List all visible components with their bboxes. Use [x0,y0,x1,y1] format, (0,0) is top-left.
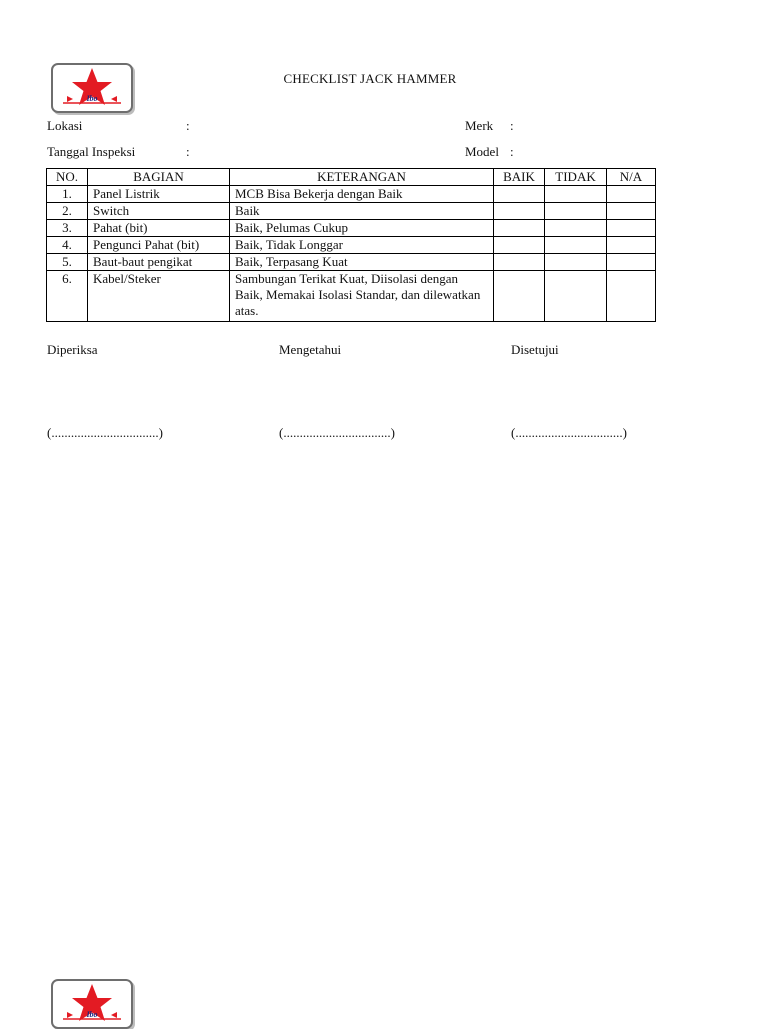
header-tidak: TIDAK [545,169,607,186]
diperiksa-signature-line: (.................................) [47,425,163,440]
lokasi-colon: : [186,118,190,133]
svg-text:Ibo: Ibo [86,1010,98,1019]
row-keterangan: Baik, Pelumas Cukup [230,220,494,237]
company-logo-next-page [51,979,133,1029]
na-checkbox-cell[interactable] [607,271,656,322]
row-no: 1. [47,186,88,203]
row-keterangan: Baik, Terpasang Kuat [230,254,494,271]
na-checkbox-cell[interactable] [607,237,656,254]
checklist-table [46,168,656,322]
tidak-checkbox-cell[interactable] [545,271,607,322]
row-keterangan: MCB Bisa Bekerja dengan Baik [230,186,494,203]
model-label: Model [465,144,499,159]
tanggal-inspeksi-label: Tanggal Inspeksi [47,144,136,159]
tidak-checkbox-cell[interactable] [545,186,607,203]
row-keterangan: Baik [230,203,494,220]
tidak-checkbox-cell[interactable] [545,254,607,271]
document-title: CHECKLIST JACK HAMMER [283,71,457,86]
header-baik: BAIK [494,169,545,186]
baik-checkbox-cell[interactable] [494,271,545,322]
baik-checkbox-cell[interactable] [494,203,545,220]
baik-checkbox-cell[interactable] [494,220,545,237]
row-no: 4. [47,237,88,254]
row-keterangan: Baik, Tidak Longgar [230,237,494,254]
na-checkbox-cell[interactable] [607,203,656,220]
mengetahui-label: Mengetahui [279,342,342,357]
row-bagian: Pengunci Pahat (bit) [88,237,230,254]
row-bagian: Baut-baut pengikat [88,254,230,271]
na-checkbox-cell[interactable] [607,220,656,237]
merk-label: Merk [465,118,494,133]
svg-text:Ibo: Ibo [86,94,98,103]
row-no: 2. [47,203,88,220]
table-row [47,271,656,322]
baik-checkbox-cell[interactable] [494,237,545,254]
header-no: NO. [47,169,88,186]
table-header-row [47,169,656,186]
mengetahui-signature-line: (.................................) [279,425,395,440]
tidak-checkbox-cell[interactable] [545,220,607,237]
row-bagian: Pahat (bit) [88,220,230,237]
table-row [47,186,656,203]
row-no: 3. [47,220,88,237]
disetujui-signature-line: (.................................) [511,425,627,440]
header-bagian: BAGIAN [88,169,230,186]
tidak-checkbox-cell[interactable] [545,203,607,220]
table-row [47,237,656,254]
table-row [47,254,656,271]
row-bagian: Kabel/Steker [88,271,230,322]
baik-checkbox-cell[interactable] [494,186,545,203]
table-row [47,203,656,220]
tanggal-colon: : [186,144,190,159]
na-checkbox-cell[interactable] [607,254,656,271]
table-row [47,220,656,237]
model-colon: : [510,144,514,159]
header-keterangan: KETERANGAN [230,169,494,186]
row-bagian: Panel Listrik [88,186,230,203]
row-bagian: Switch [88,203,230,220]
tidak-checkbox-cell[interactable] [545,237,607,254]
baik-checkbox-cell[interactable] [494,254,545,271]
diperiksa-label: Diperiksa [47,342,98,357]
row-keterangan: Sambungan Terikat Kuat, Diisolasi dengan Baik, Memakai Isolasi Standar, dan dilewatkan atas. [230,271,494,322]
na-checkbox-cell[interactable] [607,186,656,203]
row-no: 6. [47,271,88,322]
header-na: N/A [607,169,656,186]
merk-colon: : [510,118,514,133]
star-logo-icon [53,981,131,1027]
lokasi-label: Lokasi [47,118,83,133]
row-no: 5. [47,254,88,271]
disetujui-label: Disetujui [511,342,559,357]
